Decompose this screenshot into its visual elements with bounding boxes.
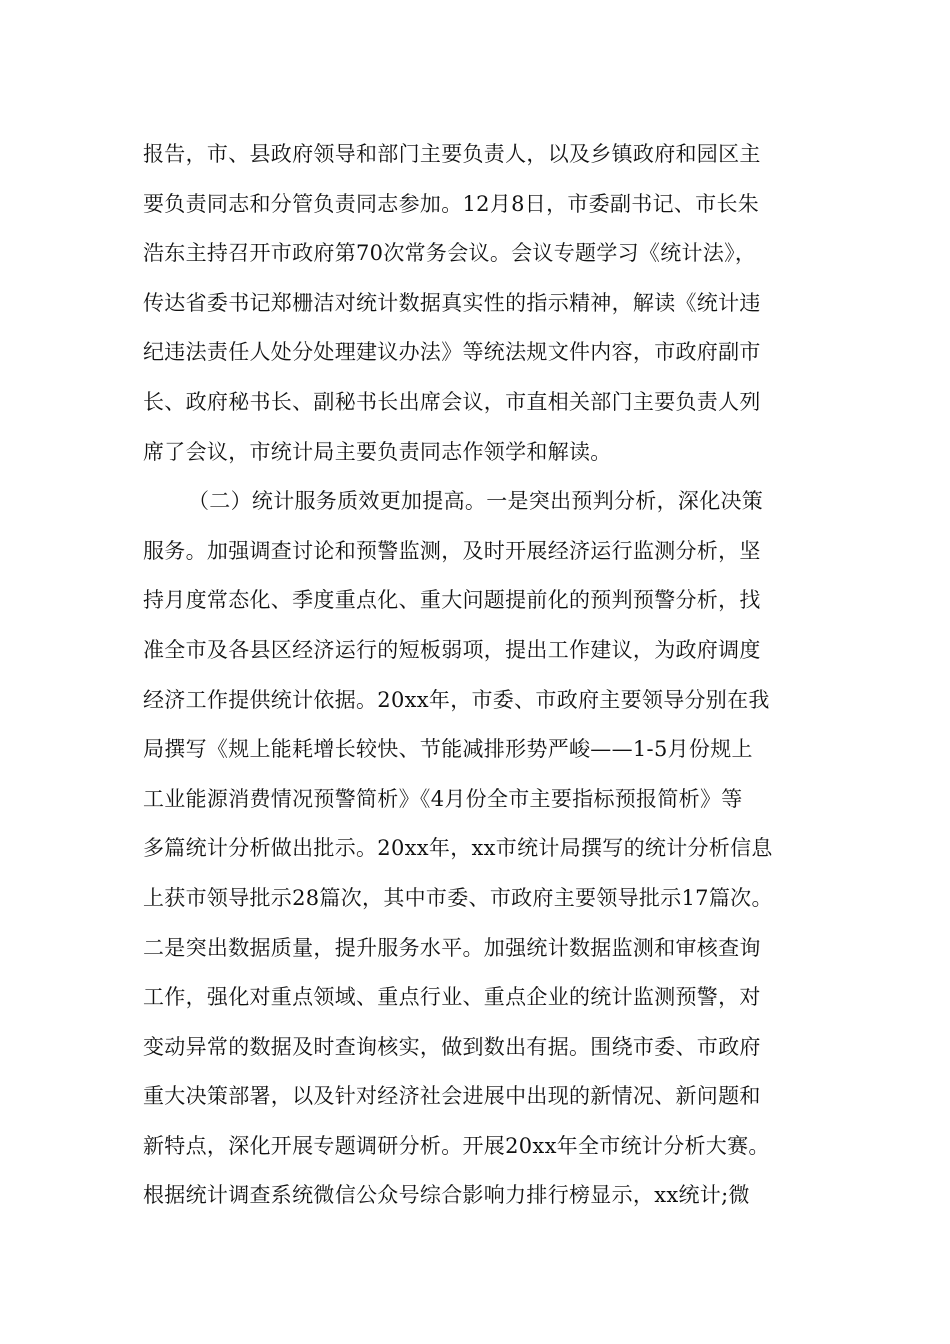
text-line: 要负责同志和分管负责同志参加。12月8日，市委副书记、市长朱 [143, 191, 760, 216]
text-line: 席了会议，市统计局主要负责同志作领学和解读。 [143, 439, 612, 464]
text-line: 重大决策部署，以及针对经济社会进展中出现的新情况、新问题和 [143, 1084, 761, 1109]
text-line: 局撰写《规上能耗增长较快、节能减排形势严峻——1-5月份规上 [143, 737, 753, 762]
text-line: 持月度常态化、季度重点化、重大问题提前化的预判预警分析，找 [143, 588, 761, 613]
text-line: 服务。加强调查讨论和预警监测，及时开展经济运行监测分析，坚 [143, 538, 761, 563]
text-line: 多篇统计分析做出批示。20xx年，xx市统计局撰写的统计分析信息 [143, 836, 773, 861]
text-line: 纪违法责任人处分处理建议办法》等统法规文件内容，市政府副市 [143, 340, 761, 365]
text-line: 根据统计调查系统微信公众号综合影响力排行榜显示，xx统计;微 [143, 1183, 750, 1208]
text-line: 新特点，深化开展专题调研分析。开展20xx年全市统计分析大赛。 [143, 1133, 770, 1158]
document-body [143, 130, 823, 1221]
text-line: 准全市及各县区经济运行的短板弱项，提出工作建议，为政府调度 [143, 637, 761, 662]
text-line: 长、政府秘书长、副秘书长出席会议，市直相关部门主要负责人列 [143, 389, 761, 414]
text-line: 变动异常的数据及时查询核实，做到数出有据。围绕市委、市政府 [143, 1034, 761, 1059]
text-line: 上获市领导批示28篇次，其中市委、市政府主要领导批示17篇次。 [143, 885, 773, 910]
text-line: 传达省委书记郑栅洁对统计数据真实性的指示精神，解读《统计违 [143, 290, 761, 315]
text-line: 经济工作提供统计依据。20xx年，市委、市政府主要领导分别在我 [143, 687, 770, 712]
text-line: 二是突出数据质量，提升服务水平。加强统计数据监测和审核查询 [143, 935, 761, 960]
text-line: 工业能源消费情况预警简析》《4月份全市主要指标预报简析》等 [143, 786, 743, 811]
paragraph-start-line: （二）统计服务质效更加提高。一是突出预判分析，深化决策 [188, 489, 764, 514]
text-line: 报告，市、县政府领导和部门主要负责人，以及乡镇政府和园区主 [143, 142, 761, 166]
text-line: 浩东主持召开市政府第70次常务会议。会议专题学习《统计法》， [143, 241, 757, 266]
text-line: 工作，强化对重点领域、重点行业、重点企业的统计监测预警，对 [143, 985, 761, 1010]
